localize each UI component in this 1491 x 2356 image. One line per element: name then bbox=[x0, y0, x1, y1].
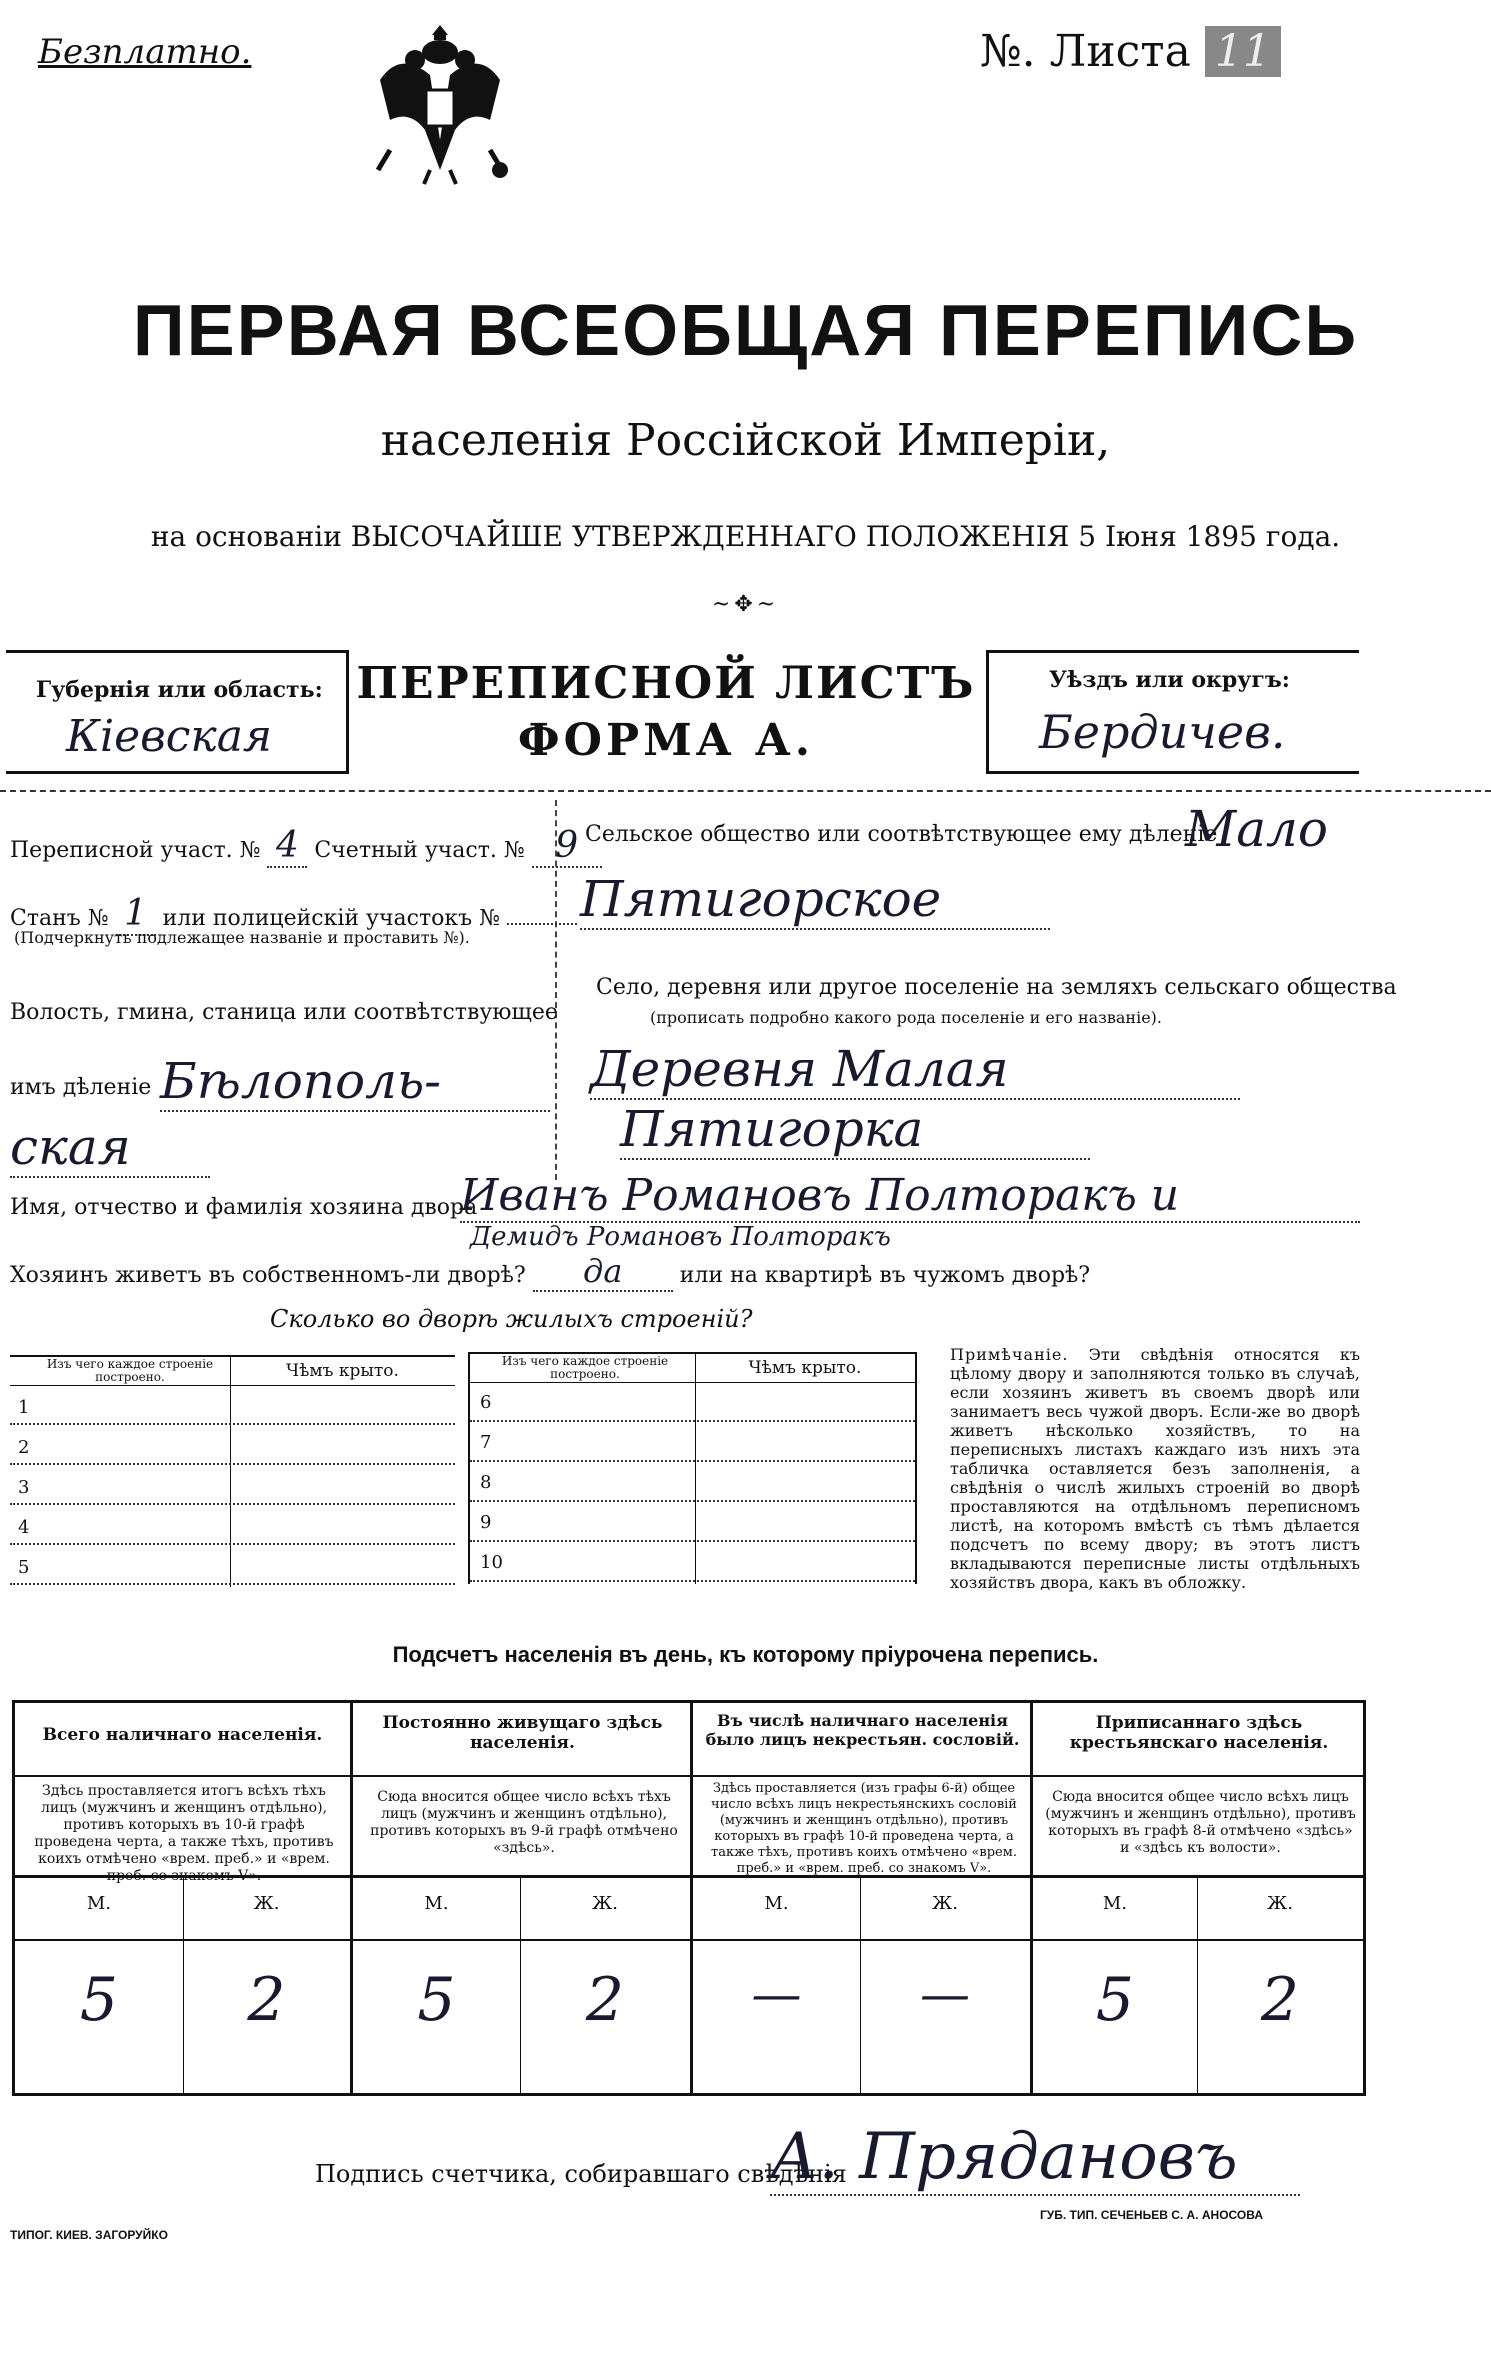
separator bbox=[0, 790, 1491, 792]
row-label: 8 bbox=[480, 1472, 492, 1493]
form-title-block bbox=[346, 650, 986, 768]
pop-f-value: 2 bbox=[247, 1965, 286, 2035]
pop-section-title: Въ числѣ наличнаго населенія было лицъ некрестьян. сословій. bbox=[705, 1711, 1020, 1749]
row-label: 2 bbox=[18, 1437, 30, 1458]
buildings-col-material: Изъ чего каждое строеніе построено. bbox=[46, 1357, 214, 1384]
census-district-label: Переписной участ. № bbox=[10, 838, 261, 863]
society-value-2: Пятигорское bbox=[580, 870, 1050, 930]
pop-section-title: Приписаннаго здѣсь крестьянскаго населенія. bbox=[1069, 1713, 1329, 1753]
buildings-col-roof: Чѣмъ крыто. bbox=[286, 1361, 399, 1381]
population-heading: Подсчетъ населенія въ день, къ которому пріурочена перепись. bbox=[392, 1642, 1099, 1667]
row-label: 5 bbox=[18, 1557, 30, 1578]
village-value-1: Деревня Малая bbox=[590, 1040, 1240, 1100]
pop-f-label: Ж. bbox=[253, 1893, 280, 1914]
district-value: Бердичев. bbox=[1039, 705, 1286, 759]
row-label: 3 bbox=[18, 1477, 30, 1498]
own-yard-field bbox=[10, 1252, 1090, 1292]
buildings-col-material: Изъ чего каждое строеніе построено. bbox=[501, 1354, 669, 1381]
printer-mark-right: ГУБ. ТИП. СЕЧЕНЬЕВ С. А. АНОСОВА bbox=[1040, 2208, 1263, 2222]
village-label: Село, деревня или другое поселеніе на земляхъ сельскаго общества bbox=[596, 975, 1397, 1000]
buildings-table-right bbox=[468, 1352, 917, 1584]
free-label: Безплатно. bbox=[38, 32, 252, 72]
census-district-field bbox=[10, 825, 602, 868]
imperial-eagle-emblem bbox=[360, 20, 520, 190]
pop-m-value: 5 bbox=[1095, 1965, 1135, 2035]
count-district-value: 9 bbox=[532, 825, 602, 868]
buildings-col-roof: Чѣмъ крыто. bbox=[748, 1358, 862, 1378]
row-label: 9 bbox=[480, 1512, 492, 1533]
pop-m-label: М. bbox=[1102, 1893, 1128, 1914]
legal-basis: на основаніи ВЫСОЧАЙШЕ УТВЕРЖДЕННАГО ПОЛОЖЕНІЯ 5 Іюня 1895 года. bbox=[150, 520, 1341, 553]
pop-m-label: М. bbox=[764, 1893, 789, 1914]
pop-section-title: Всего наличнаго населенія. bbox=[42, 1725, 323, 1745]
volost-label-2: имъ дѣленіе bbox=[10, 1075, 152, 1100]
count-district-label: Счетный участ. № bbox=[314, 838, 525, 863]
pop-f-value: 2 bbox=[585, 1965, 625, 2035]
volost-label: Волость, гмина, станица или соотвѣтствующее bbox=[10, 1000, 558, 1025]
signature-value: А. Прядановъ bbox=[770, 2120, 1300, 2196]
pop-section-desc: Здѣсь проставляется (изъ графы 6-й) общее число всѣхъ лицъ некрестьянскихъ сословій (мужчинъ и женщинъ отдѣльно), противъ которыхъ въ графѣ 10-й проведена черта, а также тѣхъ, противъ коихъ отмѣчено «врем. преб.» и «врем. преб. со знакомъ V». bbox=[711, 1781, 1017, 1876]
stan-value: 1 bbox=[116, 893, 156, 936]
buildings-label: Сколько во дворѣ жилыхъ строеній? bbox=[270, 1305, 753, 1333]
form-title: ПЕРЕПИСНОЙ ЛИСТЪ bbox=[356, 658, 976, 709]
pop-f-value: 2 bbox=[1260, 1965, 1300, 2035]
volost-value-part2: ская bbox=[10, 1118, 210, 1178]
owner-name-value-1: Иванъ Романовъ Полторакъ и bbox=[460, 1170, 1360, 1223]
signature-label: Подпись счетчика, собиравшаго свѣдѣнія bbox=[315, 2160, 847, 2188]
buildings-note bbox=[950, 1345, 1360, 1592]
village-value-2: Пятигорка bbox=[620, 1100, 1090, 1160]
row-label: 7 bbox=[480, 1432, 492, 1453]
note-text: Эти свѣдѣнія относятся къ цѣлому двору и заполняются только въ случаѣ, если хозяинъ живетъ въ своемъ дворѣ или занимаетъ весь чужой дворъ. Если-же во дворѣ живетъ нѣсколько хозяйствъ, то на переписныхъ листахъ каждаго изъ нихъ эта табличка оставляется безъ заполненія, а свѣдѣнія о числѣ жилыхъ строеній во дворѣ проставляются на отдѣльномъ переписномъ листѣ, на которомъ вмѣстѣ съ тѣмъ дѣлается подсчетъ по всему двору; въ этотъ листъ вкладываются переписные листы отдѣльныхъ хозяйствъ двора, какъ въ обложку. bbox=[950, 1345, 1360, 1592]
pop-f-value: — bbox=[920, 1965, 970, 2023]
note-title: Примѣчаніе. bbox=[950, 1345, 1069, 1364]
pop-m-label: М. bbox=[86, 1893, 112, 1914]
owner-name-value-2: Демидъ Романовъ Полторакъ bbox=[470, 1222, 891, 1252]
own-yard-value: да bbox=[533, 1252, 673, 1292]
society-value-1: Мало bbox=[1185, 800, 1328, 858]
district-label: Уѣздъ или округъ: bbox=[1049, 667, 1290, 693]
pop-m-label: М. bbox=[424, 1893, 449, 1914]
subtitle: населенія Россійской Имперіи, bbox=[380, 415, 1111, 466]
stan-or-police-label: или полицейскій участокъ № bbox=[162, 906, 500, 931]
district-box bbox=[986, 650, 1359, 774]
society-label: Сельское общество или соотвѣтствующее ему дѣленіе bbox=[585, 822, 1218, 847]
pop-m-value: 5 bbox=[417, 1965, 456, 2035]
province-label: Губернія или область: bbox=[36, 677, 323, 703]
pop-section-title: Постоянно живущаго здѣсь населенія. bbox=[382, 1713, 663, 1753]
pop-section-desc: Сюда вносится общее число всѣхъ тѣхъ лицъ (мужчинъ и женщинъ отдѣльно), противъ которыхъ въ 9-й графѣ отмѣчено «здѣсь». bbox=[370, 1789, 678, 1856]
sheet-number bbox=[980, 26, 1281, 77]
pop-f-label: Ж. bbox=[932, 1893, 958, 1914]
row-label: 6 bbox=[480, 1392, 492, 1413]
ornament-divider: ~✥~ bbox=[711, 592, 780, 617]
province-box bbox=[6, 650, 349, 774]
village-note: (прописать подробно какого рода поселеніе и его названіе). bbox=[650, 1008, 1162, 1027]
main-title: ПЕРВАЯ ВСЕОБЩАЯ ПЕРЕПИСЬ bbox=[132, 291, 1359, 371]
pop-f-label: Ж. bbox=[1267, 1893, 1293, 1914]
stan-note: (Подчеркнуть подлежащее названіе и проставить №). bbox=[14, 928, 470, 947]
population-table bbox=[12, 1700, 1366, 2096]
pop-m-value: 5 bbox=[79, 1965, 119, 2035]
volost-value-part1: Бѣлополь- bbox=[160, 1052, 550, 1112]
row-label: 4 bbox=[18, 1517, 30, 1538]
form-subtitle: ФОРМА А. bbox=[517, 715, 815, 766]
sheet-number-value: 11 bbox=[1205, 26, 1281, 77]
printer-mark-left: ТИПОГ. КИЕВ. ЗАГОРУЙКО bbox=[10, 2228, 168, 2242]
province-value: Кіевская bbox=[66, 711, 273, 762]
owner-name-label: Имя, отчество и фамилія хозяина двора bbox=[10, 1195, 478, 1220]
pop-section-desc: Здѣсь проставляется итогъ всѣхъ тѣхъ лицъ (мужчинъ и женщинъ отдѣльно), противъ которыхъ въ 10-й графѣ проведена черта, а также тѣхъ, противъ коихъ отмѣчено «врем. преб.» и «врем. преб. со знакомъ V». bbox=[34, 1783, 334, 1884]
rent-label: или на квартирѣ въ чужомъ дворѣ? bbox=[679, 1263, 1091, 1288]
buildings-table-left bbox=[10, 1355, 455, 1587]
pop-m-value: — bbox=[751, 1965, 802, 2023]
stan-label: Станъ № bbox=[10, 906, 109, 931]
own-yard-label: Хозяинъ живетъ въ собственномъ-ли дворѣ? bbox=[10, 1263, 526, 1288]
census-district-value: 4 bbox=[267, 825, 307, 868]
row-label: 1 bbox=[18, 1397, 30, 1418]
sheet-number-label: №. Листа bbox=[980, 26, 1191, 77]
pop-f-label: Ж. bbox=[592, 1893, 618, 1914]
row-label: 10 bbox=[480, 1552, 503, 1573]
pop-section-desc: Сюда вносится общее число всѣхъ лицъ (мужчинъ и женщинъ отдѣльно), противъ которыхъ въ графѣ 8-й отмѣчено «здѣсь» и «здѣсь къ волости». bbox=[1045, 1789, 1356, 1856]
